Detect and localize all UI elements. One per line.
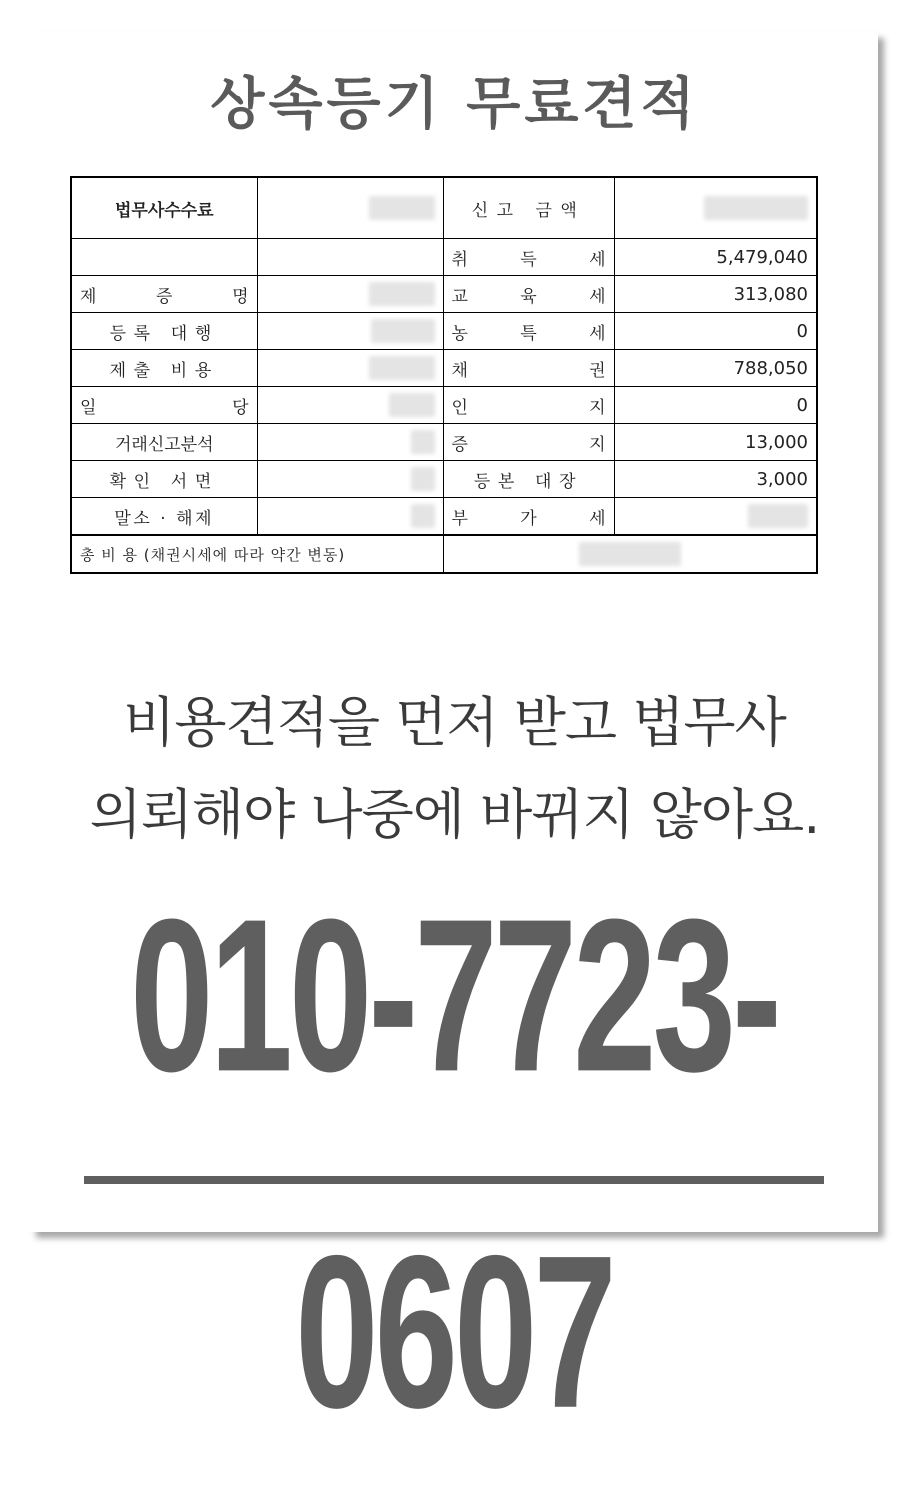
page-title: 상속등기 무료견적 (210, 72, 699, 137)
left-item-label: 제 증 명 (71, 276, 257, 313)
table-header-row (71, 177, 817, 239)
right-item-label: 채 권 (443, 350, 614, 387)
right-item-label: 농 특 세 (443, 313, 614, 350)
left-item-value-redacted (257, 313, 443, 350)
fee-estimate-table (70, 176, 818, 574)
table-row (71, 239, 817, 276)
right-item-value: 13,000 (614, 424, 817, 461)
left-item-label: 말소 · 해제 (71, 498, 257, 536)
table-row (71, 350, 817, 387)
right-item-label: 교 육 세 (443, 276, 614, 313)
right-item-value: 5,479,040 (614, 239, 817, 276)
vat-value-redacted (614, 498, 817, 536)
right-item-value: 0 (614, 313, 817, 350)
phone-number: 010-7723-0607 (130, 873, 778, 1454)
left-item-label: 거래신고분석 (71, 424, 257, 461)
left-item-value-redacted (257, 350, 443, 387)
total-cost-label: 총 비 용 (채권시세에 따라 약간 변동) (71, 535, 443, 573)
right-item-value: 3,000 (614, 461, 817, 498)
total-cost-value-redacted (443, 535, 817, 573)
legal-fee-label: 법무사수수료 (71, 177, 257, 239)
right-item-value: 313,080 (614, 276, 817, 313)
legal-fee-value-redacted (257, 177, 443, 239)
table-row (71, 313, 817, 350)
table-row (71, 424, 817, 461)
table-row (71, 387, 817, 424)
left-item-value-redacted (257, 461, 443, 498)
right-item-label: 부 가 세 (443, 498, 614, 536)
left-item-value-redacted (257, 387, 443, 424)
left-item-label: 확인 서면 (71, 461, 257, 498)
message-line-1: 비용견적을 먼저 받고 법무사 (123, 691, 786, 754)
right-item-label: 취 득 세 (443, 239, 614, 276)
left-item-value-redacted (257, 276, 443, 313)
phone-underline (84, 1176, 824, 1184)
left-item-value-redacted (257, 424, 443, 461)
left-item-value-redacted (257, 498, 443, 536)
phone-number-block (84, 873, 824, 1454)
left-item-value (257, 239, 443, 276)
message-line-2: 의뢰해야 나중에 바뀌지 않아요. (89, 783, 820, 846)
table-row (71, 461, 817, 498)
right-item-label: 인 지 (443, 387, 614, 424)
right-item-label: 증 지 (443, 424, 614, 461)
left-item-label: 일 당 (71, 387, 257, 424)
declared-amount-label: 신고 금액 (443, 177, 614, 239)
right-item-value: 0 (614, 387, 817, 424)
left-item-label (71, 239, 257, 276)
table-row (71, 276, 817, 313)
left-item-label: 제출 비용 (71, 350, 257, 387)
total-row (71, 535, 817, 573)
right-item-label: 등본 대장 (443, 461, 614, 498)
left-item-label: 등록 대행 (71, 313, 257, 350)
declared-amount-value-redacted (614, 177, 817, 239)
right-item-value: 788,050 (614, 350, 817, 387)
table-row (71, 498, 817, 536)
